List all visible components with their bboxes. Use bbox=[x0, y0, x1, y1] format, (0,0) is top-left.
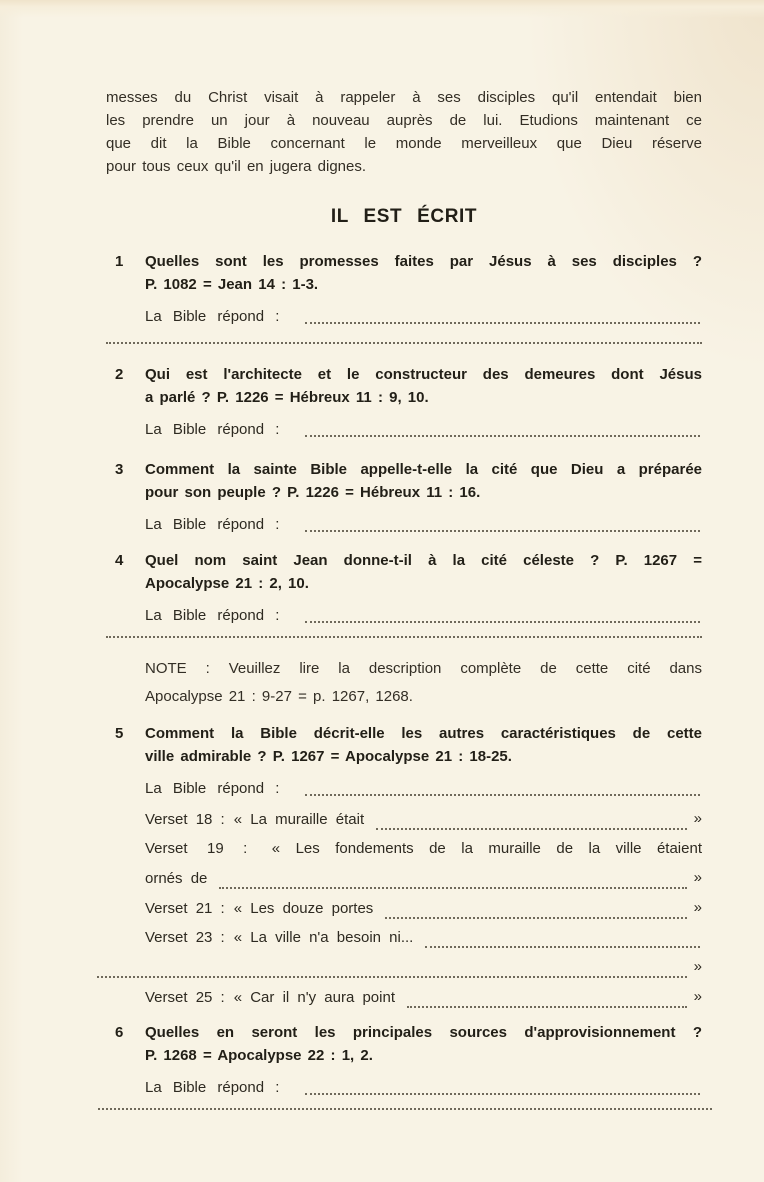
question-1 bbox=[106, 250, 702, 296]
verse-row-19-continued bbox=[106, 863, 702, 893]
verse-row-23-continued bbox=[85, 952, 702, 982]
question-3-number: 3 bbox=[115, 461, 124, 478]
intro-line: messes du Christ visait à rappeler à ses disciples qu'il entendait bien bbox=[106, 89, 702, 106]
verse-row-18 bbox=[106, 804, 702, 834]
answer-label: La Bible répond : bbox=[145, 780, 280, 797]
verse-blank-line bbox=[407, 1006, 687, 1008]
question-5 bbox=[106, 722, 702, 768]
answer-row-3 bbox=[106, 513, 702, 536]
question-6-number: 6 bbox=[115, 1024, 124, 1041]
verse-row-21 bbox=[106, 893, 702, 923]
verse-quote-start: « Les douze portes bbox=[233, 900, 374, 917]
question-5-number: 5 bbox=[115, 725, 124, 742]
intro-line: les prendre un jour à nouveau auprès de lui. Etudions maintenant ce bbox=[106, 112, 702, 129]
closing-guillemet: » bbox=[693, 810, 702, 827]
verse-quote-start: « La ville n'a besoin ni... bbox=[233, 929, 414, 946]
answer-row-2 bbox=[106, 418, 702, 441]
note-paragraph bbox=[106, 655, 702, 711]
question-1-text-line: Quelles sont les promesses faites par Jésus à ses disciples ? bbox=[145, 253, 702, 270]
question-3-text-line: pour son peuple ? P. 1226 = Hébreux 11 : 16. bbox=[145, 484, 481, 501]
dotted-separator bbox=[106, 342, 702, 344]
page-content bbox=[106, 0, 702, 1110]
verse-quote-continued: ornés de bbox=[145, 870, 208, 887]
answer-blank-line bbox=[305, 322, 700, 324]
closing-guillemet: » bbox=[693, 988, 702, 1005]
verse-blank-line bbox=[425, 946, 700, 948]
intro-paragraph bbox=[106, 86, 702, 178]
question-1-text-line: P. 1082 = Jean 14 : 1-3. bbox=[145, 276, 319, 293]
answer-label: La Bible répond : bbox=[145, 421, 280, 438]
verse-blank-line bbox=[219, 887, 686, 889]
note-line: NOTE : Veuillez lire la description complète de cette cité dans bbox=[145, 660, 702, 677]
closing-guillemet: » bbox=[693, 899, 702, 916]
answer-row-1 bbox=[106, 305, 702, 328]
verse-quote-start: « Car il n'y aura point bbox=[233, 989, 395, 1006]
question-2-number: 2 bbox=[115, 366, 124, 383]
verse-label: Verset 23 : bbox=[145, 929, 225, 946]
verse-row-25 bbox=[106, 982, 702, 1012]
answer-row-5 bbox=[106, 777, 702, 800]
answer-blank-line bbox=[305, 1093, 700, 1095]
intro-line: pour tous ceux qu'il en jugera dignes. bbox=[106, 158, 367, 175]
answer-label: La Bible répond : bbox=[145, 308, 280, 325]
answer-blank-line bbox=[305, 530, 700, 532]
answer-label: La Bible répond : bbox=[145, 607, 280, 624]
question-1-number: 1 bbox=[115, 253, 124, 270]
question-2-text-line: Qui est l'architecte et le constructeur des demeures dont Jésus bbox=[145, 366, 702, 383]
question-3 bbox=[106, 458, 702, 504]
question-6-text-line: Quelles en seront les principales sources d'approvisionnement ? bbox=[145, 1024, 702, 1041]
answer-row-6 bbox=[106, 1076, 702, 1099]
question-4-text-line: Quel nom saint Jean donne-t-il à la cité céleste ? P. 1267 = bbox=[145, 552, 702, 569]
dotted-separator bbox=[98, 1108, 712, 1110]
verse-row-19 bbox=[106, 834, 702, 863]
note-line: Apocalypse 21 : 9-27 = p. 1267, 1268. bbox=[145, 688, 413, 705]
answer-blank-line bbox=[305, 435, 700, 437]
verse-row-23 bbox=[106, 923, 702, 952]
verse-quote-start: « La muraille était bbox=[233, 811, 365, 828]
answer-blank-line bbox=[305, 621, 700, 623]
answer-blank-line bbox=[305, 794, 700, 796]
question-6-text-line: P. 1268 = Apocalypse 22 : 1, 2. bbox=[145, 1047, 373, 1064]
intro-line: que dit la Bible concernant le monde merveilleux que Dieu réserve bbox=[106, 135, 702, 152]
verse-quote-start: « Les fondements de la muraille de la ville étaient bbox=[271, 840, 702, 857]
verse-label: Verset 18 : bbox=[145, 811, 225, 828]
verse-blank-line bbox=[376, 828, 687, 830]
verse-label: Verset 19 : bbox=[145, 840, 248, 857]
verse-label: Verset 21 : bbox=[145, 900, 225, 917]
question-4-number: 4 bbox=[115, 552, 124, 569]
answer-label: La Bible répond : bbox=[145, 1079, 280, 1096]
closing-guillemet: » bbox=[693, 869, 702, 886]
answer-row-4 bbox=[106, 604, 702, 627]
verse-fill-in-list bbox=[106, 804, 702, 1012]
question-2 bbox=[106, 363, 702, 409]
question-5-text-line: Comment la Bible décrit-elle les autres caractéristiques de cette bbox=[145, 725, 702, 742]
question-3-text-line: Comment la sainte Bible appelle-t-elle la cité que Dieu a préparée bbox=[145, 461, 702, 478]
question-4 bbox=[106, 549, 702, 595]
closing-guillemet: » bbox=[693, 958, 702, 975]
question-5-text-line: ville admirable ? P. 1267 = Apocalypse 21 : 18-25. bbox=[145, 748, 512, 765]
question-2-text-line: a parlé ? P. 1226 = Hébreux 11 : 9, 10. bbox=[145, 389, 429, 406]
verse-blank-line bbox=[385, 917, 686, 919]
question-4-text-line: Apocalypse 21 : 2, 10. bbox=[145, 575, 309, 592]
section-heading: IL EST ÉCRIT bbox=[330, 206, 478, 227]
question-6 bbox=[106, 1021, 702, 1067]
verse-label: Verset 25 : bbox=[145, 989, 225, 1006]
verse-blank-line bbox=[97, 976, 687, 978]
dotted-separator bbox=[106, 636, 702, 638]
answer-label: La Bible répond : bbox=[145, 516, 280, 533]
